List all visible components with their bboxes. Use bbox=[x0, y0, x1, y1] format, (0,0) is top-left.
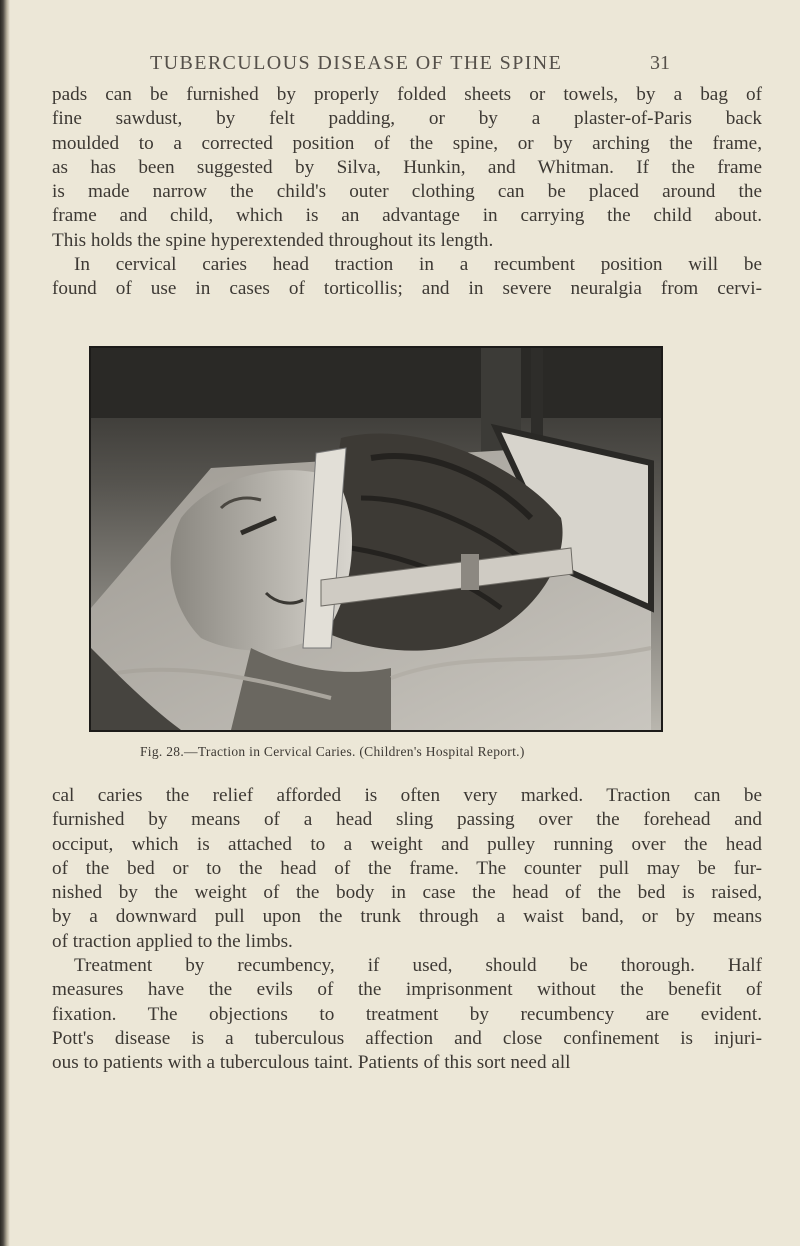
text-line: Pott's disease is a tuberculous affection and close confinement is injuri- bbox=[52, 1027, 762, 1049]
text-line: occiput, which is attached to a weight and pulley running over the head bbox=[52, 833, 762, 855]
page-number: 31 bbox=[650, 52, 670, 74]
text-line: cal caries the relief afforded is often very marked. Traction can be bbox=[52, 785, 762, 806]
text-line: furnished by means of a head sling passing over the forehead and bbox=[52, 809, 762, 831]
paragraph-top bbox=[52, 83, 762, 302]
text-line: fixation. The objections to treatment by recumbency are evident. bbox=[52, 1003, 762, 1025]
text-line: is made narrow the child's outer clothing can be placed around the bbox=[52, 181, 762, 203]
text-line: pads can be furnished by properly folded sheets or towels, by a bag of bbox=[52, 84, 762, 105]
text-line: of the bed or to the head of the frame. The counter pull may be fur- bbox=[52, 857, 762, 879]
figure-photograph bbox=[89, 346, 663, 732]
text-line: as has been suggested by Silva, Hunkin, and Whitman. If the frame bbox=[52, 156, 762, 178]
text-line: In cervical caries head traction in a recumbent position will be bbox=[74, 254, 762, 276]
paragraph-bottom bbox=[52, 784, 762, 1076]
text-line: nished by the weight of the body in case the head of the bed is raised, bbox=[52, 882, 762, 904]
text-line: ous to patients with a tuberculous taint. Patients of this sort need all bbox=[52, 1052, 571, 1074]
text-line: by a downward pull upon the trunk through a waist band, or by means bbox=[52, 906, 762, 928]
text-line: measures have the evils of the imprisonment without the benefit of bbox=[52, 979, 762, 1001]
running-head: TUBERCULOUS DISEASE OF THE SPINE bbox=[150, 52, 563, 74]
text-line: frame and child, which is an advantage in carrying the child about. bbox=[52, 205, 762, 227]
text-line: fine sawdust, by felt padding, or by a plaster-of-Paris back bbox=[52, 108, 762, 130]
text-line: This holds the spine hyperextended throughout its length. bbox=[52, 229, 494, 251]
text-line: found of use in cases of torticollis; and in severe neuralgia from cervi- bbox=[52, 278, 762, 300]
text-line: of traction applied to the limbs. bbox=[52, 930, 293, 952]
book-spine-edge bbox=[0, 0, 10, 1246]
photo-traction-illustration bbox=[91, 348, 661, 730]
figure-caption: Fig. 28.—Traction in Cervical Caries. (Children's Hospital Report.) bbox=[140, 744, 525, 759]
text-line: Treatment by recumbency, if used, should be thorough. Half bbox=[74, 955, 762, 977]
text-line: moulded to a corrected position of the spine, or by arching the frame, bbox=[52, 132, 762, 154]
